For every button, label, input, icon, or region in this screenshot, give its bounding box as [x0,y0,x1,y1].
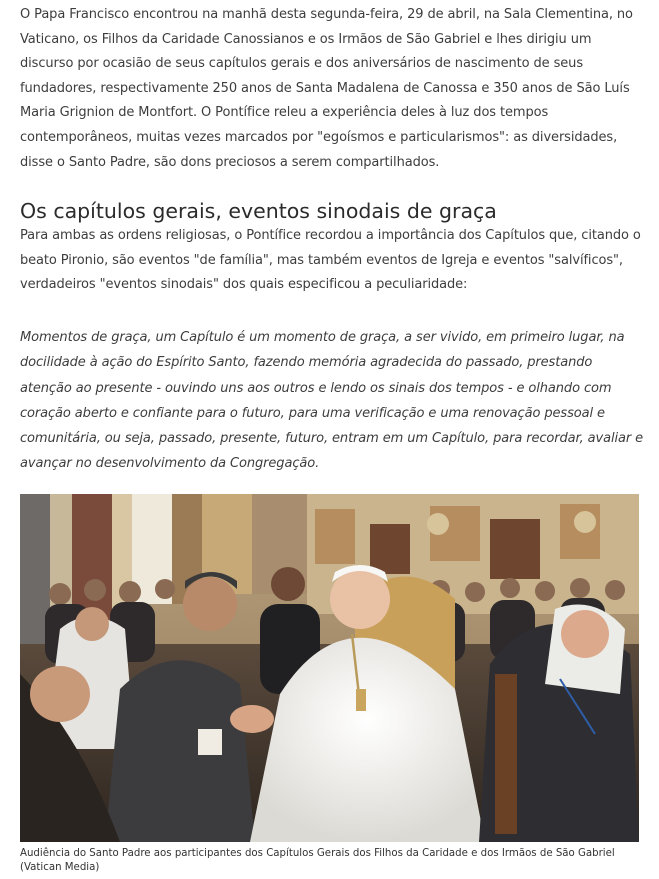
photo-caption: Audiência do Santo Padre aos participantes dos Capítulos Gerais dos Filhos da Caridade e dos Irmãos de São Gabriel (Vatican Media) [20,848,615,873]
section-paragraph: Para ambas as ordens religiosas, o Pontífice recordou a importância dos Capítulos que, citando o beato Pironio, são eventos "de família", mas também eventos de Igreja e eventos "salvíficos", verdadeiros "eventos sinodais" dos quais especificou a peculiaridade: [20,228,641,293]
intro-paragraph: O Papa Francisco encontrou na manhã desta segunda-feira, 29 de abril, na Sala Clementina, no Vaticano, os Filhos da Caridade Canossianos e os Irmãos de São Gabriel e lhes dirigiu um discurso por ocasião de seus capítulos gerais e dos aniversários de nascimento de seus fundadores, respectivamente 250 anos de Santa Madalena de Canossa e 350 anos de São Luís Maria Grignion de Montfort. O Pontífice releu a experiência deles à luz dos tempos contemporâneos, muitas vezes marcados por "egoísmos e particularismos": as diversidades, disse o Santo Padre, são dons preciosos a serem compartilhados. [20,7,633,170]
section-heading: Os capítulos gerais, eventos sinodais de graça [20,199,497,223]
article-photo [20,494,639,842]
photo-illustration [20,494,639,842]
quote-paragraph: Momentos de graça, um Capítulo é um momento de graça, a ser vivido, em primeiro lugar, na docilidade à ação do Espírito Santo, fazendo memória agradecida do passado, prestando atenção ao presente - ouvindo uns aos outros e lendo os sinais dos tempos - e olhando com coração aberto e confiante para o futuro, para uma verificação e uma renovação pessoal e comunitária, ou seja, passado, presente, futuro, entram em um Capítulo, para recordar, avaliar e avançar no desenvolvimento da Congregação. [20,330,644,472]
